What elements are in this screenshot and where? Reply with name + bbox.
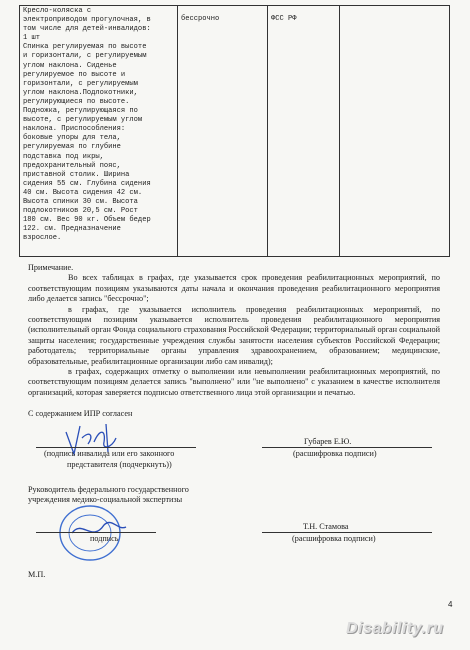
director-title: Руководитель федерального государственного (28, 485, 189, 494)
patient-name: Губарев Е.Ю. (304, 437, 352, 446)
item-line: 180 см. Вес 90 кг. Объем бедер (23, 216, 151, 225)
item-line: 122. см. Предназначение (23, 225, 121, 234)
sign-caption: (подпись инвалида или его законного (44, 449, 175, 458)
sign-caption: представителя (подчеркнуть)) (67, 460, 172, 469)
item-line: сидения 55 см. Глубина сидения (23, 179, 151, 188)
item-line: взрослое. (23, 234, 62, 243)
signature-line (36, 447, 196, 448)
note-block (28, 263, 440, 398)
name-caption: (расшифровка подписи) (292, 534, 376, 543)
item-line: Кресло-коляска с (23, 7, 92, 15)
name-line (262, 447, 432, 448)
executor-cell (268, 6, 340, 257)
name-line (262, 532, 432, 533)
item-line: регулируемое по высоте и (23, 70, 126, 79)
rehab-table (19, 5, 450, 257)
name-caption: (расшифровка подписи) (293, 449, 377, 458)
director-title: учреждения медико-социальной экспертизы (28, 495, 183, 504)
executor-value: ФСС РФ (271, 15, 297, 23)
note-paragraph: в графах, где указывается исполнитель проведения реабилитационных мероприятий, по соответствующим позициям указывается исполнитель проведения реабилитационного мероприятия (исполнительный орган Фонда социального страхования Российской Федерации; территориальный орган социальной защиты населения; государственные учреждения службы занятости населения субъектов Российской Федерации; работодатель; территориальные органы управления здравоохранением, образованием; медицинские, образовательные, реабилитационные организации либо сам инвалид); (28, 304, 440, 366)
item-line: и горизонтали, с регулируемым (23, 52, 147, 61)
watermark: Disability.ru (346, 620, 444, 637)
page-number: 4 (448, 600, 453, 609)
result-cell (340, 6, 450, 257)
signature-line (36, 532, 156, 533)
item-line: Подножка, регулирующаяся по (23, 107, 138, 116)
item-line: горизонтали, с регулируемым (23, 79, 138, 88)
item-line: регулируемая по глубине (23, 143, 121, 152)
item-line: регулирующиеся по высоте. (23, 97, 130, 106)
item-line: Спинка регулируемая по высоте (23, 43, 147, 52)
item-line: Высота спинки 30 см. Высота (23, 197, 138, 206)
seal-stamp-icon (52, 503, 130, 563)
item-line: углом наклона. Сиденье (23, 61, 117, 70)
item-line: наклона. Приспособления: (23, 125, 126, 134)
item-line: подлокотников 20,5 см. Рост (23, 207, 138, 216)
note-paragraph: в графах, содержащих отметку о выполнении или невыполнении реабилитационных мероприятий, по соответствующим позициям делается запись "выполнено" или "не выполнено" с указанием в качестве исполнителя организаций, которая заверяется подписью ответственного лица этой организации и печатью. (28, 367, 440, 397)
term-value: бессрочно (181, 15, 220, 23)
term-cell (178, 6, 268, 257)
item-line: электроприводом прогулочная, в (23, 16, 151, 25)
agreement-text: С содержанием ИПР согласен (28, 409, 133, 418)
item-line: углом наклона.Подлокотники, (23, 88, 138, 97)
item-line: высоте, с регулируемым углом (23, 116, 143, 125)
item-line: подставка под икры, (23, 152, 104, 161)
note-paragraph: Во всех таблицах в графах, где указывается срок проведения реабилитационных мероприятий, по соответствующим позициям указываются даты начала и окончания проведения реабилитационного мероприятия либо делается запись "бессрочно"; (28, 273, 440, 304)
item-cell (20, 6, 178, 257)
item-line: боковые упоры для тела, (23, 134, 121, 143)
item-line: 40 см. Высота сидения 42 см. (23, 188, 143, 197)
item-description (23, 7, 174, 243)
director-name: Т.Н. Стамова (303, 522, 349, 531)
table-row (20, 6, 450, 257)
director-sign-caption: подпись (90, 534, 119, 543)
item-line: том числе для детей-инвалидов: (23, 25, 151, 34)
item-line: 1 шт (23, 34, 41, 43)
seal-label: М.П. (28, 570, 46, 579)
note-heading: Примечание. (28, 263, 74, 272)
item-line: предохранительный пояс, (23, 161, 121, 170)
item-line: приставной столик. Ширина (23, 170, 130, 179)
